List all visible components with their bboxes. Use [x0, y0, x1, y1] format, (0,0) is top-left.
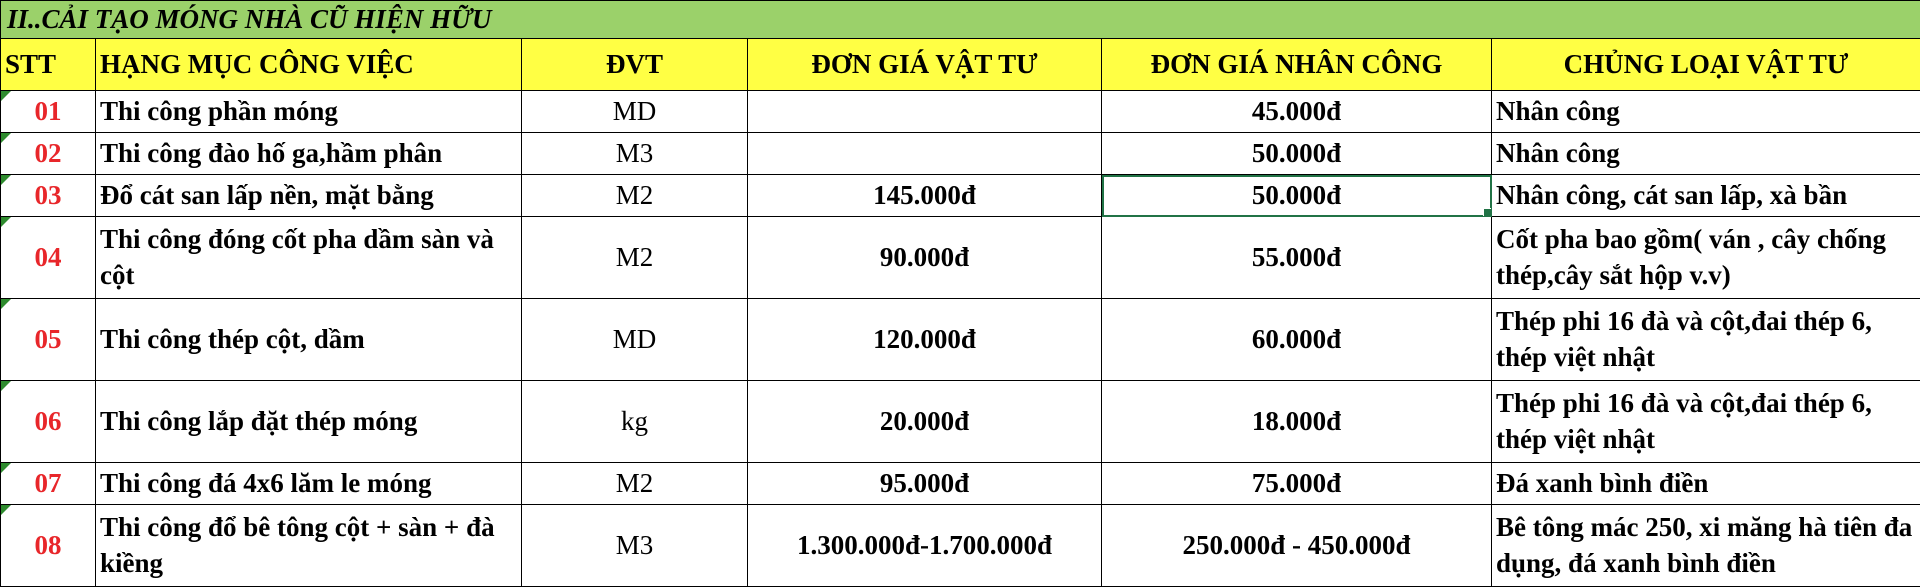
section-title[interactable]: II..CẢI TẠO MÓNG NHÀ CŨ HIỆN HỮU [1, 1, 1920, 39]
table-row [1, 463, 1920, 505]
header-item[interactable]: HẠNG MỤC CÔNG VIỆC [96, 39, 522, 91]
cell-material-type[interactable]: Nhân công, cát san lấp, xà bần [1492, 175, 1920, 217]
cell-material-type[interactable]: Thép phi 16 đà và cột,đai thép 6, thép việt nhật [1492, 381, 1920, 463]
table-row [1, 217, 1920, 299]
cell-stt[interactable] [1, 133, 96, 175]
cell-item[interactable]: Thi công đổ bê tông cột + sàn + đà kiềng [96, 505, 522, 587]
cell-stt[interactable] [1, 505, 96, 587]
error-indicator-icon [1, 463, 11, 473]
header-material-type[interactable]: CHỦNG LOẠI VẬT TƯ [1492, 39, 1920, 91]
section-title-row [1, 1, 1920, 39]
cell-stt[interactable] [1, 381, 96, 463]
table-row [1, 175, 1920, 217]
table-row [1, 381, 1920, 463]
table-row [1, 505, 1920, 587]
cell-material-type[interactable]: Nhân công [1492, 91, 1920, 133]
stt-text: 05 [34, 323, 62, 354]
cell-material-price[interactable]: 1.300.000đ-1.700.000đ [748, 505, 1102, 587]
cell-item[interactable]: Thi công lắp đặt thép móng [96, 381, 522, 463]
cell-material-price[interactable]: 120.000đ [748, 299, 1102, 381]
cell-unit[interactable]: kg [522, 381, 748, 463]
table-row [1, 299, 1920, 381]
error-indicator-icon [1, 133, 11, 143]
cell-material-price[interactable] [748, 133, 1102, 175]
cell-unit[interactable]: M2 [522, 175, 748, 217]
cell-material-type[interactable]: Cốt pha bao gồm( ván , cây chống thép,cây sắt hộp v.v) [1492, 217, 1920, 299]
error-indicator-icon [1, 91, 11, 101]
stt-text: 07 [34, 467, 62, 498]
cell-material-price[interactable]: 20.000đ [748, 381, 1102, 463]
cell-unit[interactable]: M3 [522, 133, 748, 175]
cell-unit[interactable]: MD [522, 299, 748, 381]
error-indicator-icon [1, 505, 11, 515]
error-indicator-icon [1, 217, 11, 227]
cell-unit[interactable]: M3 [522, 505, 748, 587]
error-indicator-icon [1, 175, 11, 185]
fill-handle[interactable] [1483, 208, 1492, 217]
cell-stt[interactable] [1, 217, 96, 299]
cell-labor-price[interactable]: 18.000đ [1102, 381, 1492, 463]
cell-labor-price[interactable]: 50.000đ [1102, 133, 1492, 175]
cell-stt[interactable] [1, 299, 96, 381]
cell-material-type[interactable]: Bê tông mác 250, xi măng hà tiên đa dụng, đá xanh bình điền [1492, 505, 1920, 587]
cell-material-type[interactable]: Đá xanh bình điền [1492, 463, 1920, 505]
cell-labor-price[interactable]: 55.000đ [1102, 217, 1492, 299]
cell-unit[interactable]: M2 [522, 217, 748, 299]
cell-material-price[interactable] [748, 91, 1102, 133]
cell-item[interactable]: Đổ cát san lấp nền, mặt bằng [96, 175, 522, 217]
cell-material-type[interactable]: Nhân công [1492, 133, 1920, 175]
cell-stt[interactable] [1, 463, 96, 505]
stt-text: 02 [34, 137, 62, 168]
cell-labor-price[interactable]: 75.000đ [1102, 463, 1492, 505]
table-row [1, 133, 1920, 175]
stt-text: 04 [34, 241, 62, 272]
error-indicator-icon [1, 381, 11, 391]
header-labor-price[interactable]: ĐƠN GIÁ NHÂN CÔNG [1102, 39, 1492, 91]
cell-item[interactable]: Thi công thép cột, dầm [96, 299, 522, 381]
stt-text: 01 [34, 95, 62, 126]
cell-material-type[interactable]: Thép phi 16 đà và cột,đai thép 6, thép việt nhật [1492, 299, 1920, 381]
stt-text: 08 [34, 529, 62, 560]
cell-material-price[interactable]: 90.000đ [748, 217, 1102, 299]
cell-material-price[interactable]: 145.000đ [748, 175, 1102, 217]
table-body [1, 91, 1920, 587]
cell-material-price[interactable]: 95.000đ [748, 463, 1102, 505]
cell-labor-price[interactable]: 250.000đ - 450.000đ [1102, 505, 1492, 587]
cell-item[interactable]: Thi công phần móng [96, 91, 522, 133]
cell-labor-price[interactable] [1102, 175, 1492, 217]
stt-text: 03 [34, 179, 62, 210]
error-indicator-icon [1, 299, 11, 309]
cell-labor-price[interactable]: 45.000đ [1102, 91, 1492, 133]
header-material-price[interactable]: ĐƠN GIÁ VẬT TƯ [748, 39, 1102, 91]
labor-price-text: 50.000đ [1251, 179, 1342, 210]
cell-item[interactable]: Thi công đóng cốt pha dầm sàn và cột [96, 217, 522, 299]
stt-text: 06 [34, 405, 62, 436]
header-stt[interactable]: STT [1, 39, 96, 91]
cell-unit[interactable]: M2 [522, 463, 748, 505]
cell-item[interactable]: Thi công đá 4x6 lăm le móng [96, 463, 522, 505]
header-row [1, 39, 1920, 91]
cell-unit[interactable]: MD [522, 91, 748, 133]
cell-labor-price[interactable]: 60.000đ [1102, 299, 1492, 381]
cell-stt[interactable] [1, 175, 96, 217]
header-unit[interactable]: ĐVT [522, 39, 748, 91]
table-row [1, 91, 1920, 133]
cell-stt[interactable] [1, 91, 96, 133]
cell-item[interactable]: Thi công đào hố ga,hầm phân [96, 133, 522, 175]
